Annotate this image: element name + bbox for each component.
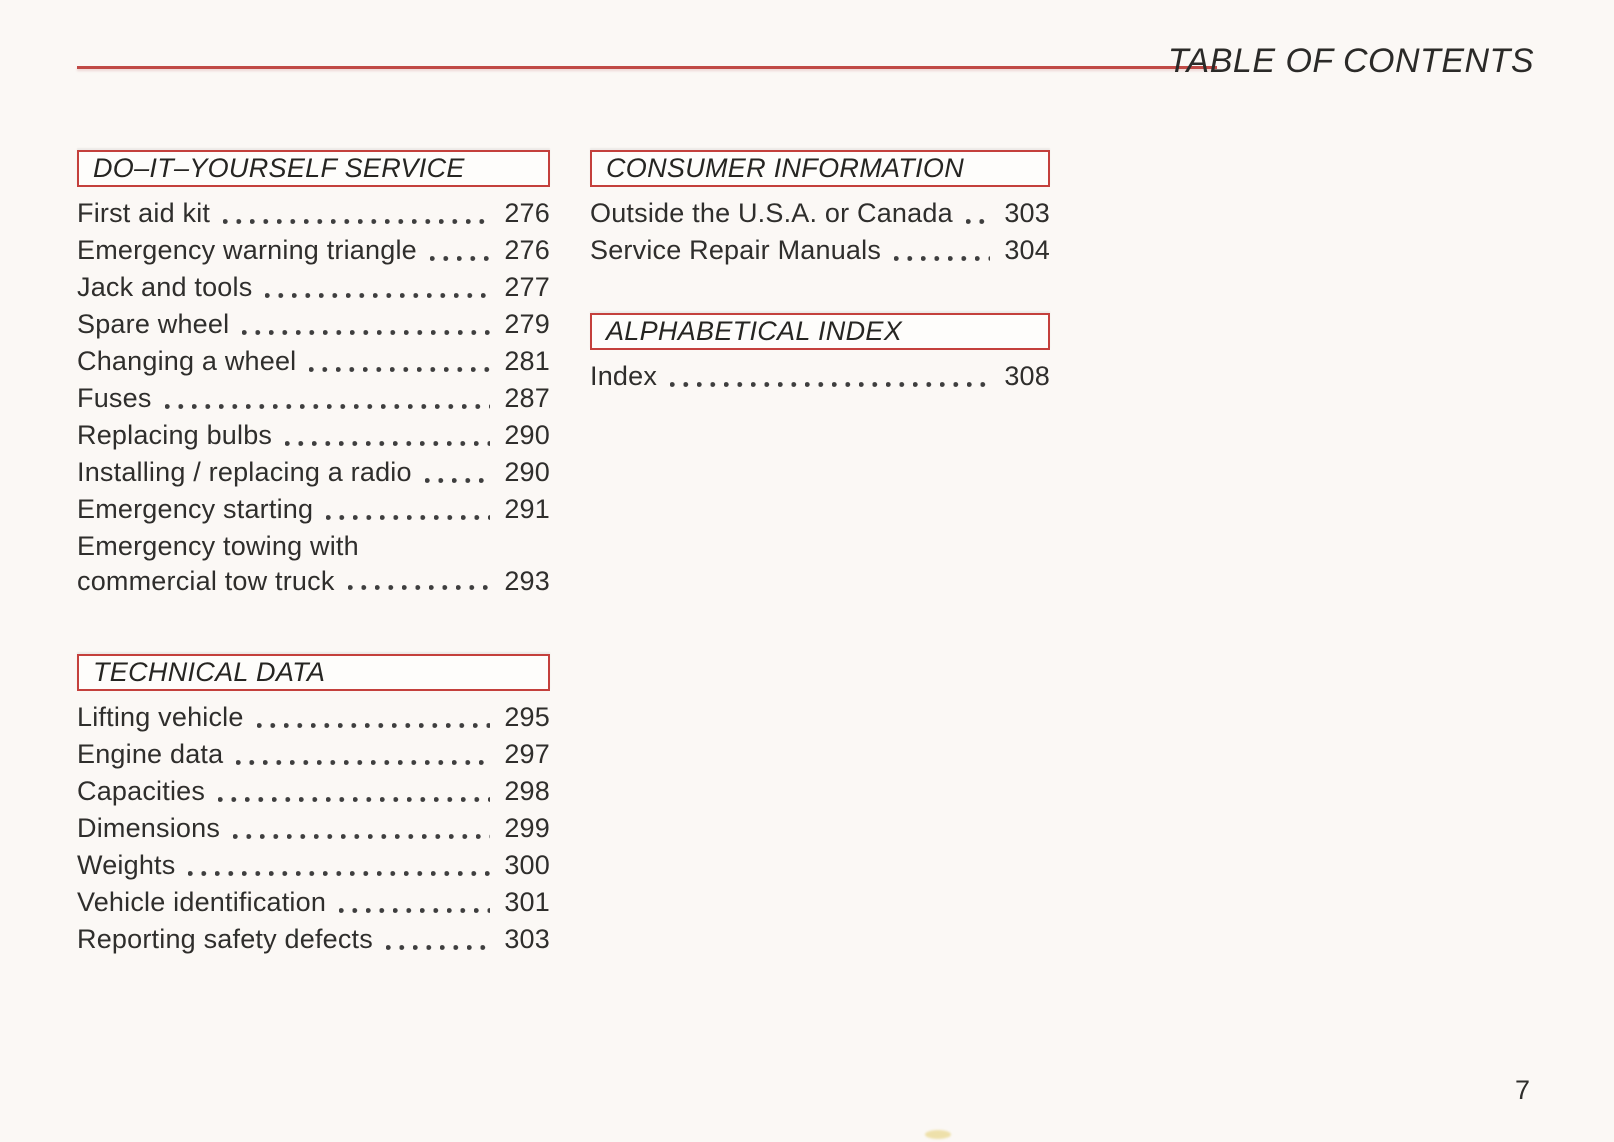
toc-entry-page-number: 277 xyxy=(504,272,550,302)
section-consumer-information xyxy=(590,150,1050,269)
right-column xyxy=(590,150,1050,395)
toc-entry xyxy=(77,306,550,343)
toc-entry-page-number: 303 xyxy=(1004,198,1050,228)
dot-leader xyxy=(953,195,998,232)
toc-entry xyxy=(590,232,1050,269)
toc-entry-label: Emergency towing with xyxy=(77,531,359,561)
toc-entry xyxy=(77,884,550,921)
dot-leader xyxy=(296,343,498,380)
toc-entry xyxy=(77,343,550,380)
dot-leader xyxy=(335,564,498,598)
toc-entry-page-number: 295 xyxy=(504,702,550,732)
toc-entry-label: Fuses xyxy=(77,383,152,413)
toc-entry-page-number: 308 xyxy=(1004,361,1050,391)
toc-entry-page-number: 293 xyxy=(504,566,550,596)
toc-entry-page-number: 301 xyxy=(504,887,550,917)
dot-leader xyxy=(272,417,498,454)
dot-leader xyxy=(244,699,498,736)
toc-entry-page-number: 297 xyxy=(504,739,550,769)
dot-leader xyxy=(205,773,498,810)
toc-entry-page-number: 298 xyxy=(504,776,550,806)
toc-entry-label: Weights xyxy=(77,850,176,880)
dot-leader xyxy=(229,306,498,343)
dot-leader xyxy=(326,884,498,921)
toc-entry-label: Changing a wheel xyxy=(77,346,297,376)
toc-entry-page-number: 290 xyxy=(504,457,550,487)
toc-entry-label: Emergency warning triangle xyxy=(77,235,417,265)
header-rule xyxy=(77,66,1217,69)
toc-entry-label: Service Repair Manuals xyxy=(590,235,882,265)
toc-entry-label: Jack and tools xyxy=(77,272,253,302)
toc-entry-label: Emergency starting xyxy=(77,494,314,524)
page-title: TABLE OF CONTENTS xyxy=(1167,42,1534,80)
section-technical-data xyxy=(77,654,550,958)
toc-entry xyxy=(77,810,550,847)
section-header-box xyxy=(590,313,1050,350)
toc-entry-label: Engine data xyxy=(77,739,224,769)
toc-entry xyxy=(77,921,550,958)
dot-leader xyxy=(657,358,998,395)
toc-entry xyxy=(77,195,550,232)
dot-leader xyxy=(412,454,498,491)
section-entries xyxy=(590,358,1050,395)
toc-entry xyxy=(590,358,1050,395)
section-do-it-yourself-service xyxy=(77,150,550,598)
toc-entry xyxy=(77,454,550,491)
section-entries xyxy=(77,195,550,598)
section-title: ALPHABETICAL INDEX xyxy=(606,316,903,346)
section-header-box xyxy=(590,150,1050,187)
section-header-box xyxy=(77,654,550,691)
toc-entry-page-number: 290 xyxy=(504,420,550,450)
toc-entry-label: Capacities xyxy=(77,776,206,806)
toc-entry-page-number: 276 xyxy=(504,198,550,228)
toc-entry-page-number: 291 xyxy=(504,494,550,524)
toc-entry-page-number: 300 xyxy=(504,850,550,880)
toc-entry-label: Outside the U.S.A. or Canada xyxy=(590,198,953,228)
toc-entry xyxy=(77,380,550,417)
toc-entry-page-number: 299 xyxy=(504,813,550,843)
page-number: 7 xyxy=(1514,1075,1530,1105)
toc-entry-label: Vehicle identification xyxy=(77,887,327,917)
toc-entry-page-number: 304 xyxy=(1004,235,1050,265)
toc-entry xyxy=(77,699,550,736)
toc-entry xyxy=(77,491,550,528)
scan-smudge-artifact xyxy=(925,1130,951,1139)
toc-entry xyxy=(77,417,550,454)
left-column xyxy=(77,150,550,958)
dot-leader xyxy=(220,810,498,847)
toc-entry-label: First aid kit xyxy=(77,198,211,228)
toc-entry xyxy=(77,847,550,884)
toc-entry xyxy=(77,773,550,810)
section-entries xyxy=(590,195,1050,269)
toc-entry-label: Replacing bulbs xyxy=(77,420,273,450)
toc-entry-line1 xyxy=(77,528,550,564)
section-alphabetical-index xyxy=(590,313,1050,395)
dot-leader xyxy=(881,232,998,269)
section-title: CONSUMER INFORMATION xyxy=(606,153,964,183)
toc-entry-label: Reporting safety defects xyxy=(77,924,373,954)
toc-entry-page-number: 287 xyxy=(504,383,550,413)
dot-leader xyxy=(313,491,498,528)
toc-entry-page-number: 303 xyxy=(504,924,550,954)
toc-entry-label: Lifting vehicle xyxy=(77,702,244,732)
dot-leader xyxy=(373,921,498,958)
toc-entry xyxy=(77,269,550,306)
dot-leader xyxy=(152,380,498,417)
toc-entry-label: Installing / replacing a radio xyxy=(77,457,412,487)
toc-entry-page-number: 279 xyxy=(504,309,550,339)
section-header-box xyxy=(77,150,550,187)
dot-leader xyxy=(223,736,498,773)
toc-entry-page-number: 276 xyxy=(504,235,550,265)
toc-entry xyxy=(77,232,550,269)
dot-leader xyxy=(252,269,498,306)
toc-entry-label: commercial tow truck xyxy=(77,566,335,596)
toc-entry-page-number: 281 xyxy=(504,346,550,376)
dot-leader xyxy=(417,232,498,269)
toc-entry-line2 xyxy=(77,564,550,598)
toc-entry-label: Spare wheel xyxy=(77,309,230,339)
toc-entry xyxy=(590,195,1050,232)
section-entries xyxy=(77,699,550,958)
toc-entry xyxy=(77,736,550,773)
dot-leader xyxy=(175,847,498,884)
section-title: DO–IT–YOURSELF SERVICE xyxy=(93,153,465,183)
dot-leader xyxy=(210,195,498,232)
toc-entry-label: Dimensions xyxy=(77,813,221,843)
toc-entry-label: Index xyxy=(590,361,658,391)
section-title: TECHNICAL DATA xyxy=(93,657,326,687)
